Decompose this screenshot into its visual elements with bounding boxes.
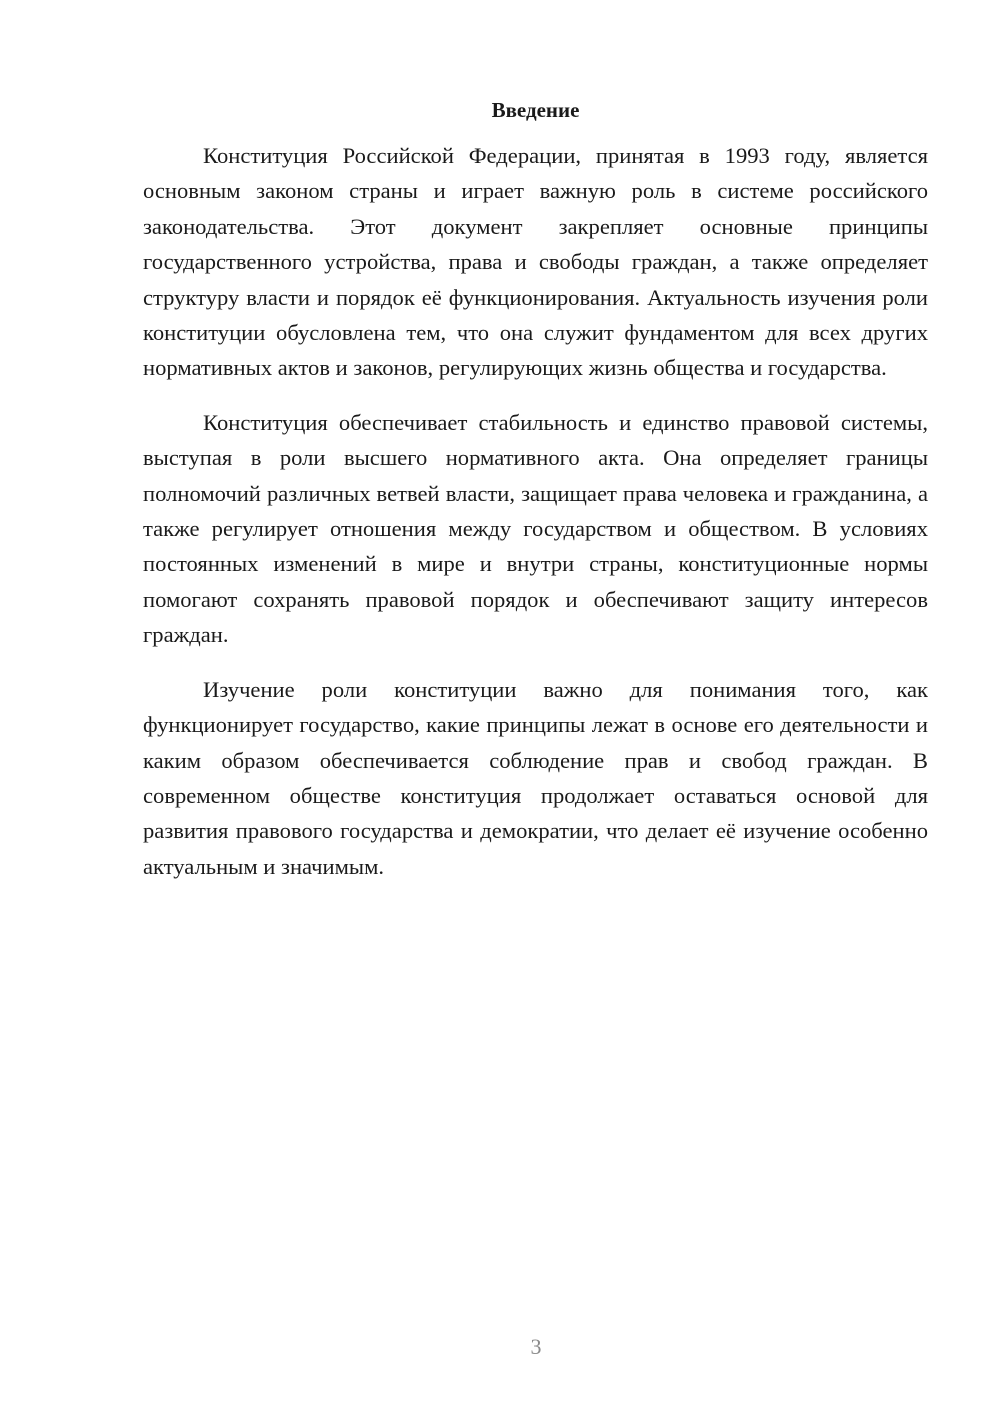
section-heading: Введение: [491, 98, 580, 122]
document-body: [143, 92, 928, 903]
paragraph-1: Конституция Российской Федерации, принятая в 1993 году, является основным законом страны и играет важную роль в системе российского законодательства. Этот документ закрепляет основные принципы государственного устройства, права и свободы граждан, а также определяет структуру власти и порядок её функционирования. Актуальность изучения роли конституции обусловлена тем, что она служит фундаментом для всех других нормативных актов и законов, регулирующих жизнь общества и государства.: [143, 143, 928, 381]
paragraph-2: Конституция обеспечивает стабильность и единство правовой системы, выступая в роли высшего нормативного акта. Она определяет границы полномочий различных ветвей власти, защищает права человека и гражданина, а также регулирует отношения между государством и обществом. В условиях постоянных изменений в мире и внутри страны, конституционные нормы помогают сохранять правовой порядок и обеспечивают защиту интересов граждан.: [143, 409, 928, 648]
page-number: 3: [530, 1334, 542, 1359]
paragraph-3: Изучение роли конституции важно для понимания того, как функционирует государство, какие принципы лежат в основе его деятельности и каким образом обеспечивается соблюдение прав и свобод граждан. В современном обществе конституция продолжает оставаться основой для развития правового государства и демократии, что делает её изучение особенно актуальным и значимым.: [143, 676, 928, 879]
